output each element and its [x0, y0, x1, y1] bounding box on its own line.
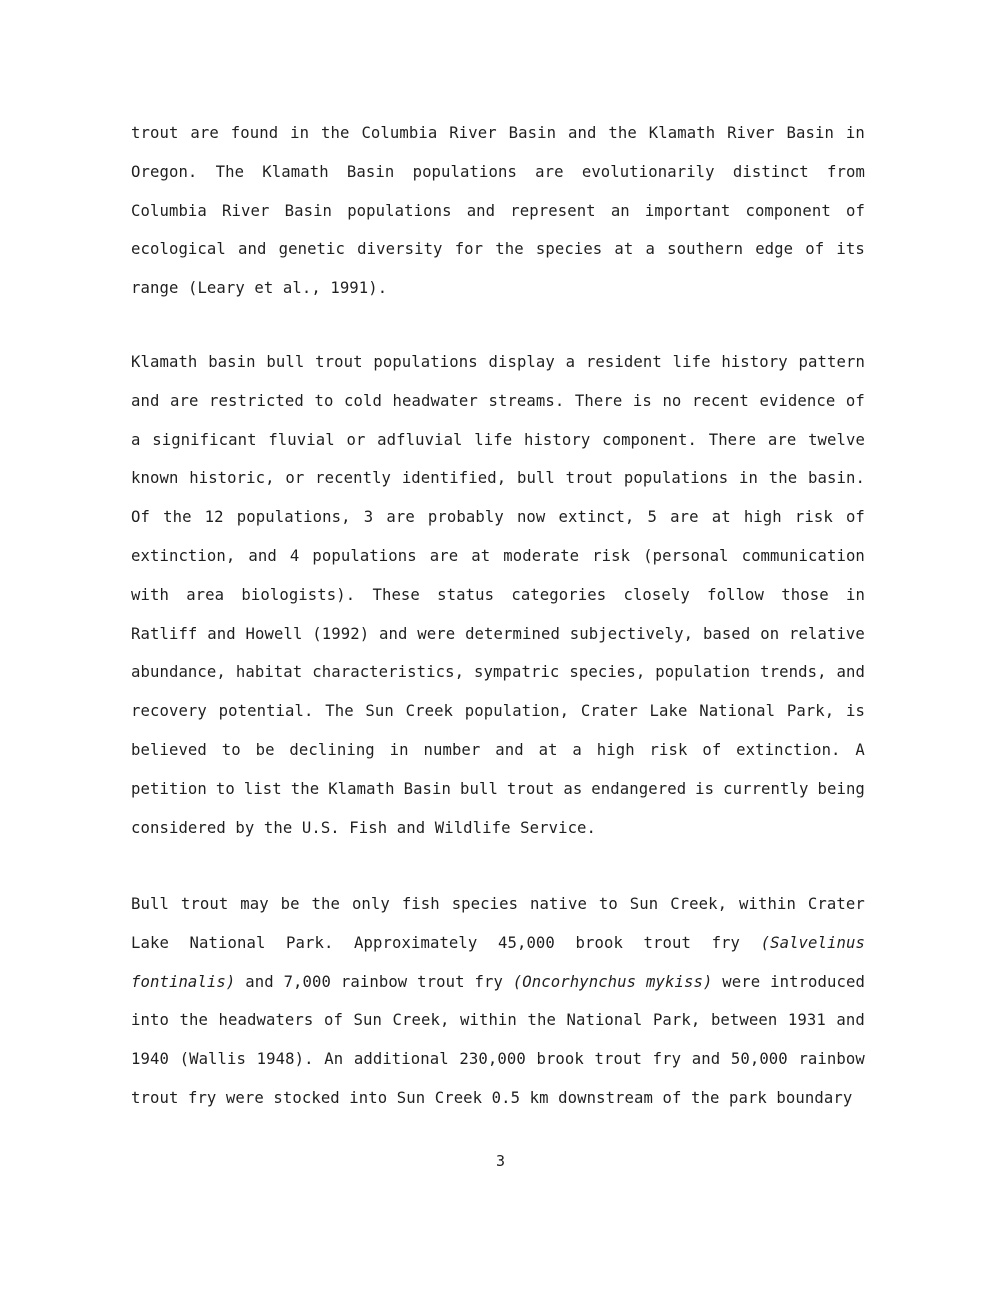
word: 12 [204, 508, 224, 527]
word: the [495, 240, 524, 259]
word: adfluvial [377, 430, 463, 449]
word: of [845, 201, 865, 220]
word: recovery [131, 702, 207, 721]
word: Columbia [361, 124, 438, 142]
text-line [131, 547, 865, 586]
word: (Oncorhynchus [512, 972, 637, 991]
word: the [321, 124, 350, 142]
word: history [721, 353, 788, 371]
word: component. [602, 430, 697, 449]
word: of [845, 508, 865, 527]
word: characteristics, [312, 663, 465, 682]
word: edge [755, 240, 794, 259]
text-line [131, 163, 865, 202]
word: These [372, 585, 420, 604]
word: al., [282, 279, 321, 298]
word: fry [187, 1088, 217, 1107]
word: sympatric [474, 663, 560, 682]
word: twelve [808, 430, 865, 449]
word: cold [344, 391, 382, 410]
word: population, [464, 702, 570, 721]
word: abundance, [131, 663, 226, 682]
word: A [855, 740, 865, 759]
word: at [471, 546, 491, 565]
word: in [739, 469, 759, 488]
word: are [429, 546, 459, 565]
word: trout [180, 895, 229, 913]
word: Klamath [328, 779, 395, 798]
word: Crater [580, 702, 638, 721]
word: and [836, 663, 865, 682]
text-line [131, 279, 865, 318]
word: Creek, [670, 895, 728, 913]
word: determined [465, 624, 560, 643]
word: the [290, 779, 320, 798]
word: southern [667, 240, 744, 259]
text-line [131, 741, 865, 780]
word: headwaters [218, 1011, 314, 1030]
word: and [568, 124, 597, 142]
word: extinction, [131, 546, 236, 565]
word: park [728, 1088, 767, 1107]
word: mykiss) [646, 972, 713, 991]
word: at [538, 740, 558, 759]
word: are [535, 162, 564, 181]
word: by [235, 818, 255, 837]
word: Basin [346, 162, 395, 181]
word: Lake [131, 933, 169, 952]
word: believed [131, 740, 207, 759]
word: and [396, 818, 426, 837]
word: There [574, 391, 623, 410]
word: Park, [786, 702, 835, 721]
word: historic, [189, 469, 275, 488]
word: brook [575, 933, 623, 952]
word: basin [208, 353, 256, 371]
word: as [563, 779, 583, 798]
word: stocked [273, 1088, 340, 1107]
word: petition [131, 779, 207, 798]
word: the [163, 508, 192, 527]
word: a [572, 740, 582, 759]
word: trout [594, 1050, 642, 1069]
word: the [311, 895, 341, 913]
word: are [190, 124, 219, 142]
word: only [351, 895, 390, 913]
word: may [240, 895, 269, 913]
word: species [535, 240, 603, 259]
word: Lake [649, 702, 688, 721]
word: extinction. [736, 740, 841, 759]
paragraph-3 [131, 895, 865, 1128]
word: Service. [520, 818, 597, 837]
word: species, [569, 663, 646, 682]
word: An [324, 1050, 344, 1069]
word: introduced [770, 972, 865, 991]
text-line [131, 508, 865, 547]
word: downstream [558, 1088, 654, 1107]
word: in [845, 585, 865, 604]
word: a [565, 353, 576, 371]
word: and [131, 391, 160, 410]
word: populations [312, 546, 417, 565]
word: represent [510, 201, 596, 220]
word: status [437, 585, 495, 604]
word: pattern [798, 353, 865, 371]
word: Park. [286, 933, 334, 952]
word: or [346, 430, 366, 449]
word: population [655, 663, 751, 682]
word: communication [741, 546, 865, 565]
word: with [131, 585, 169, 604]
word: into [349, 1088, 388, 1107]
word: (Salvelinus [760, 933, 865, 952]
word: Howell [245, 624, 303, 643]
word: rainbow [798, 1050, 865, 1069]
word: follow [707, 585, 765, 604]
word: fry [474, 972, 503, 991]
word: 230,000 [459, 1050, 526, 1069]
word: and [836, 1011, 865, 1030]
word: the [691, 1088, 720, 1107]
word: Basin [786, 124, 834, 142]
word: its [836, 240, 865, 259]
word: biologists). [241, 585, 356, 604]
text-line [131, 392, 865, 431]
word: Klamath [131, 353, 198, 371]
word: life [672, 353, 711, 371]
word: and [495, 740, 524, 759]
text-line [131, 1050, 865, 1089]
page-number: 3 [495, 1152, 506, 1170]
word: trout [506, 779, 555, 798]
word: There [708, 430, 757, 449]
word: fry [652, 1050, 682, 1069]
word: significant [152, 430, 257, 449]
word: within [739, 895, 796, 913]
word: fluvial [268, 430, 335, 449]
word: 1991). [330, 279, 388, 298]
word: species [451, 895, 519, 913]
text-line [131, 780, 865, 819]
word: on [760, 624, 780, 643]
word: a [131, 430, 141, 449]
word: habitat [235, 663, 303, 682]
word: subjectively, [569, 624, 694, 643]
text-line [131, 353, 865, 392]
word: 4 [289, 546, 300, 565]
word: risk [794, 508, 833, 527]
word: a [645, 240, 656, 259]
word: high [743, 508, 782, 527]
word: the [179, 1011, 208, 1030]
word: trout [643, 933, 691, 952]
word: risk [592, 546, 631, 565]
word: Creek [405, 702, 454, 721]
word: for [454, 240, 484, 259]
word: is [846, 702, 865, 721]
word: and [238, 240, 267, 259]
word: native [530, 895, 587, 913]
word: categories [511, 585, 607, 604]
word: of [662, 1088, 682, 1107]
word: area [186, 585, 225, 604]
word: bull [266, 353, 305, 371]
word: trout [315, 353, 363, 371]
word: life [474, 430, 513, 449]
word: National [189, 933, 266, 952]
word: 45,000 [497, 933, 555, 952]
text-line [131, 586, 865, 625]
word: bull [516, 469, 555, 488]
text-line [131, 124, 865, 163]
word: 50,000 [730, 1050, 788, 1069]
word: of [805, 240, 825, 259]
word: River [222, 201, 270, 220]
text-line [131, 1011, 865, 1050]
word: National [566, 1011, 643, 1030]
word: bull [460, 779, 498, 798]
word: streams. [488, 391, 565, 410]
word: (1992) [312, 624, 370, 643]
word: are [767, 430, 797, 449]
word: endangered [591, 779, 687, 798]
word: 1940 [131, 1050, 169, 1069]
word: 7,000 [283, 972, 332, 991]
text-line [131, 663, 865, 702]
word: River [449, 124, 497, 142]
word: Sun [365, 702, 394, 721]
word: fish [401, 895, 440, 913]
word: headwater [392, 391, 478, 410]
word: and [466, 201, 496, 220]
word: The [215, 162, 245, 181]
word: basin. [808, 469, 865, 488]
word: number [423, 740, 481, 759]
word: Park, [652, 1011, 701, 1030]
text-line [131, 1089, 865, 1128]
word: be [280, 895, 300, 913]
text-line [131, 202, 865, 241]
word: Klamath [648, 124, 716, 142]
word: list [243, 779, 282, 798]
paragraph-2 [131, 353, 865, 857]
word: U.S. [301, 818, 340, 837]
word: identified, [401, 469, 507, 488]
word: Approximately [354, 933, 478, 952]
word: recently [315, 469, 392, 488]
word: boundary [776, 1088, 853, 1107]
word: Ratliff [131, 624, 198, 643]
word: into [131, 1011, 169, 1030]
word: Basin [508, 124, 557, 142]
word: populations, [236, 508, 351, 527]
word: (personal [643, 546, 729, 565]
word: were [417, 624, 456, 643]
word: 0.5 [491, 1088, 521, 1107]
word: be [255, 740, 275, 759]
word: trout [131, 1088, 179, 1107]
word: and [691, 1050, 721, 1069]
word: are [386, 508, 415, 527]
word: to [221, 740, 241, 759]
word: were [722, 972, 761, 991]
text-line [131, 973, 865, 1012]
word: and [245, 972, 274, 991]
word: brook [536, 1050, 584, 1069]
word: extinct, [558, 508, 635, 527]
word: Creek [434, 1088, 483, 1107]
word: and [207, 624, 236, 643]
word: National [699, 702, 776, 721]
word: Bull [131, 895, 169, 913]
word: were [225, 1088, 264, 1107]
word: currently [723, 779, 809, 798]
word: km [529, 1088, 549, 1107]
word: in [389, 740, 409, 759]
word: trout [131, 124, 179, 142]
word: evolutionarily [581, 162, 715, 181]
word: Sun [353, 1011, 382, 1030]
word: ecological [131, 240, 226, 259]
word: closely [623, 585, 690, 604]
word: is [632, 391, 652, 410]
word: populations [412, 162, 517, 181]
word: Columbia [131, 201, 207, 220]
word: populations [373, 353, 478, 371]
word: additional [353, 1050, 449, 1069]
paragraph-1 [131, 124, 865, 318]
word: Sun [396, 1088, 426, 1107]
text-line [131, 431, 865, 470]
word: The [325, 702, 354, 721]
word: are [170, 391, 199, 410]
word: the [608, 124, 637, 142]
word: of [845, 391, 865, 410]
word: distinct [732, 162, 809, 181]
word: display [488, 353, 555, 371]
word: (Wallis [179, 1050, 247, 1069]
word: Sun [629, 895, 659, 913]
word: declining [289, 740, 375, 759]
word: those [781, 585, 829, 604]
word: from [826, 162, 865, 181]
word: being [817, 779, 865, 798]
word: Oregon. [131, 162, 198, 181]
word: of [702, 740, 722, 759]
word: of [323, 1011, 343, 1030]
text-line [131, 702, 865, 741]
word: Of [131, 508, 150, 527]
word: 3 [363, 508, 374, 527]
word: the [527, 1011, 556, 1030]
word: et [254, 279, 274, 298]
text-line [131, 819, 865, 858]
text-line [131, 934, 865, 973]
word: populations [347, 201, 452, 220]
word: to [215, 779, 235, 798]
word: and [248, 546, 277, 565]
word: the [768, 469, 798, 488]
word: Crater [807, 895, 865, 913]
word: 1948). [256, 1050, 314, 1069]
word: Wildlife [434, 818, 511, 837]
word: recent [691, 391, 749, 410]
word: evidence [759, 391, 836, 410]
word: Fish [349, 818, 388, 837]
text-line [131, 469, 865, 508]
word: 5 [647, 508, 658, 527]
word: populations [623, 469, 729, 488]
word: moderate [503, 546, 580, 565]
word: Basin [403, 779, 452, 798]
word: (Leary [187, 279, 245, 298]
word: at [711, 508, 731, 527]
word: trout [417, 972, 465, 991]
word: known [131, 469, 179, 488]
word: fry [711, 933, 741, 952]
word: to [598, 895, 618, 913]
word: component [745, 201, 831, 220]
word: no [662, 391, 682, 410]
word: or [285, 469, 305, 488]
word: and [379, 624, 408, 643]
text-line [131, 625, 865, 664]
word: in [290, 124, 310, 142]
word: risk [649, 740, 688, 759]
word: 1931 [787, 1011, 826, 1030]
word: diversity [357, 240, 443, 259]
word: potential. [218, 702, 314, 721]
word: found [230, 124, 279, 142]
word: between [710, 1011, 778, 1030]
word: probably [427, 508, 504, 527]
word: Creek, [392, 1011, 450, 1030]
word: history [523, 430, 591, 449]
word: River [727, 124, 775, 142]
word: high [596, 740, 635, 759]
text-line [131, 240, 865, 279]
word: Klamath [262, 162, 329, 181]
word: trends, [760, 663, 827, 682]
word: fontinalis) [131, 972, 236, 991]
text-line [131, 895, 865, 934]
word: within [459, 1011, 517, 1030]
word: an [610, 201, 630, 220]
word: important [644, 201, 731, 220]
word: are [670, 508, 699, 527]
word: in [845, 124, 865, 142]
word: rainbow [340, 972, 408, 991]
word: based [702, 624, 751, 643]
word: at [614, 240, 634, 259]
word: is [695, 779, 715, 798]
word: the [263, 818, 293, 837]
word: trout [565, 469, 614, 488]
word: now [516, 508, 546, 527]
word: to [314, 391, 334, 410]
word: resident [585, 353, 662, 371]
word: considered [131, 818, 226, 837]
word: range [131, 279, 179, 298]
word: relative [789, 624, 865, 643]
word: restricted [209, 391, 304, 410]
word: genetic [278, 240, 346, 259]
word: Basin [284, 201, 333, 220]
